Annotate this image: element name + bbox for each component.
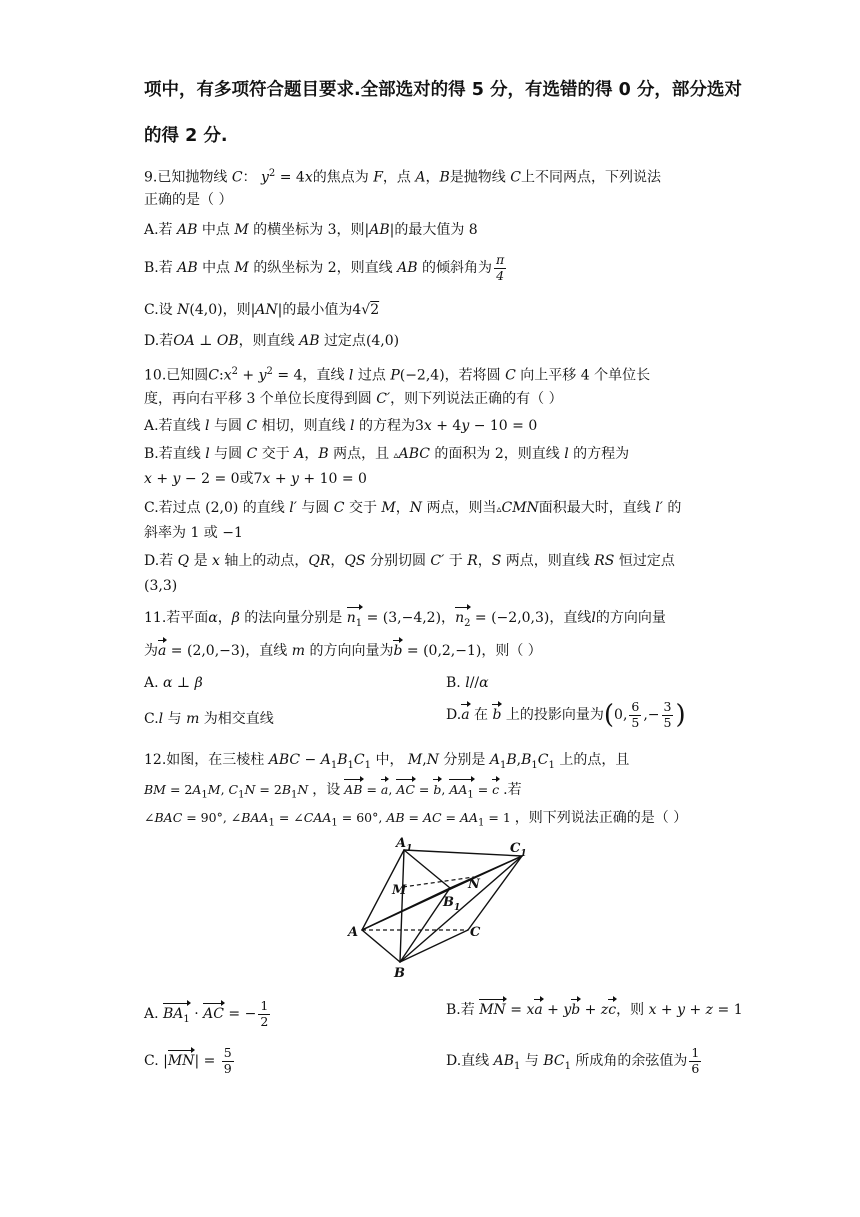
q12-stem-line2: BM = $2A_1M$, $C_1N = 2B_1N$ ，设 AB = a, AC = b, $AA_1 = c$ .若 (144, 780, 522, 806)
pi-over-4: $\frac{\pi}{4}$ (495, 252, 505, 283)
q10-option-b-line1: B.若直线 l 与圆 C 交于 A，B 两点，且 ▵ABC 的面积为 2，则直线 l 的方程为 (144, 446, 630, 462)
q10-option-b-line2: x + y − 2 = 0或7x + y + 10 = 0 (144, 471, 367, 487)
segment-a-c1 (362, 856, 522, 930)
q10-option-a: A.若直线 l 与圆 C 相切，则直线 l 的方程为3x + 4y − 10 = 0 (144, 418, 538, 434)
section-intro-line2: 的得 2 分. (144, 126, 228, 146)
q12-option-a: A. $BA_1$ · AC = − $\frac{1}{2}$ (144, 998, 269, 1029)
edge-a1-b1 (404, 850, 450, 888)
q11-option-d: D.a 在 b 上的投影向量为(0, $\frac{6}{5}$ ,− $\frac{3}{5}$ ) (446, 699, 686, 730)
label-c: C (470, 925, 481, 940)
q11-stem-line1: 11.若平面α，β 的法向量分别是 $n_1 = (3,-4,2)$，$n_2 = (-2,0,3)$，直线l的方向向量 (144, 608, 666, 634)
q9-option-a: A.若 AB 中点 M 的横坐标为 3，则|AB|的最大值为 8 (144, 222, 478, 238)
label-b: B (394, 966, 405, 981)
label-n: N (468, 877, 480, 892)
segment-b-c1 (400, 856, 522, 962)
q9-option-c: C.设 N(4,0)，则|AN|的最小值为4√2 (144, 302, 380, 318)
prism-figure (340, 830, 540, 990)
edge-c1-c (468, 856, 522, 930)
q10-stem-line1: 10.已知圆$C:x^2 + y^2 = 4$，直线 l 过点 P(−2,4)，若将圆 C 向上平移 4 个单位长 (144, 366, 651, 384)
q9-option-d: D.若OA ⊥ OB，则直线 AB 过定点(4,0) (144, 333, 400, 349)
q12-option-b: B.若 MN = xa + yb + zc，则 x + y + z = 1 (446, 1002, 743, 1018)
edge-a-b (362, 930, 400, 962)
q11-option-b: B. l//α (446, 675, 489, 691)
label-a: A (348, 925, 359, 940)
q12-option-d: D.直线 $AB_1$ 与 $BC_1$ 所成角的余弦值为 $\frac{1}{6}$ (446, 1045, 700, 1076)
q9-option-b: B.若 AB 中点 M 的纵坐标为 2，则直线 AB 的倾斜角为 $\frac{\pi}{4}$ (144, 252, 505, 283)
label-a1: $A_1$ (396, 836, 413, 854)
q11-stem-line2: 为a = (2,0,−3)，直线 m 的方向向量为b = (0,2,−1)，则（ ） (144, 643, 542, 659)
q10-option-d-line1: D.若 Q 是 x 轴上的动点，QR，QS 分别切圆 C′ 于 R，S 两点，则直线 RS 恒过定点 (144, 553, 675, 569)
label-c1: $C_1$ (510, 841, 527, 859)
q10-option-d-line2: (3,3) (144, 578, 178, 594)
q10-stem-line2: 度，再向右平移 3 个单位长度得到圆 C′，则下列说法正确的有（ ） (144, 391, 563, 407)
q12-stem-line3: ∠BAC = 90°, $\angle BAA_1$ = $\angle CAA_1 = 60^\circ$, AB = AC = $AA_1 = 1$ ，则下列说法正确的是（ ） (144, 810, 688, 829)
segment-a1-b (400, 850, 404, 962)
q12-option-c: C. |MN| = $\frac{5}{9}$ (144, 1045, 232, 1076)
q10-option-c-line2: 斜率为 1 或 −1 (144, 525, 243, 541)
q11-option-a: A. α ⊥ β (144, 675, 203, 691)
label-b1: $B_1$ (443, 895, 461, 913)
q12-stem-line1: 12.如图，在三棱柱 ABC − $A_1B_1C_1$ 中， M,N 分别是 $A_1B,B_1C_1$ 上的点，且 (144, 752, 630, 771)
q10-option-c-line1: C.若过点 (2,0) 的直线 l′ 与圆 C 交于 M，N 两点，则当▵CMN面积最大时，直线 l′ 的 (144, 500, 682, 516)
q9-stem-line1: 9.已知抛物线 C： $y^2 = 4x$的焦点为 F，点 A，B是抛物线 C上不同两点，下列说法 (144, 168, 661, 186)
edge-a1-c1 (404, 850, 522, 856)
section-intro-line1: 项中，有多项符合题目要求.全部选对的得 5 分，有选错的得 0 分，部分选对 (144, 80, 742, 100)
label-m: M (392, 883, 407, 898)
q11-option-c: C.l 与 m 为相交直线 (144, 711, 274, 727)
q9-stem-line2: 正确的是（ ） (144, 192, 233, 208)
